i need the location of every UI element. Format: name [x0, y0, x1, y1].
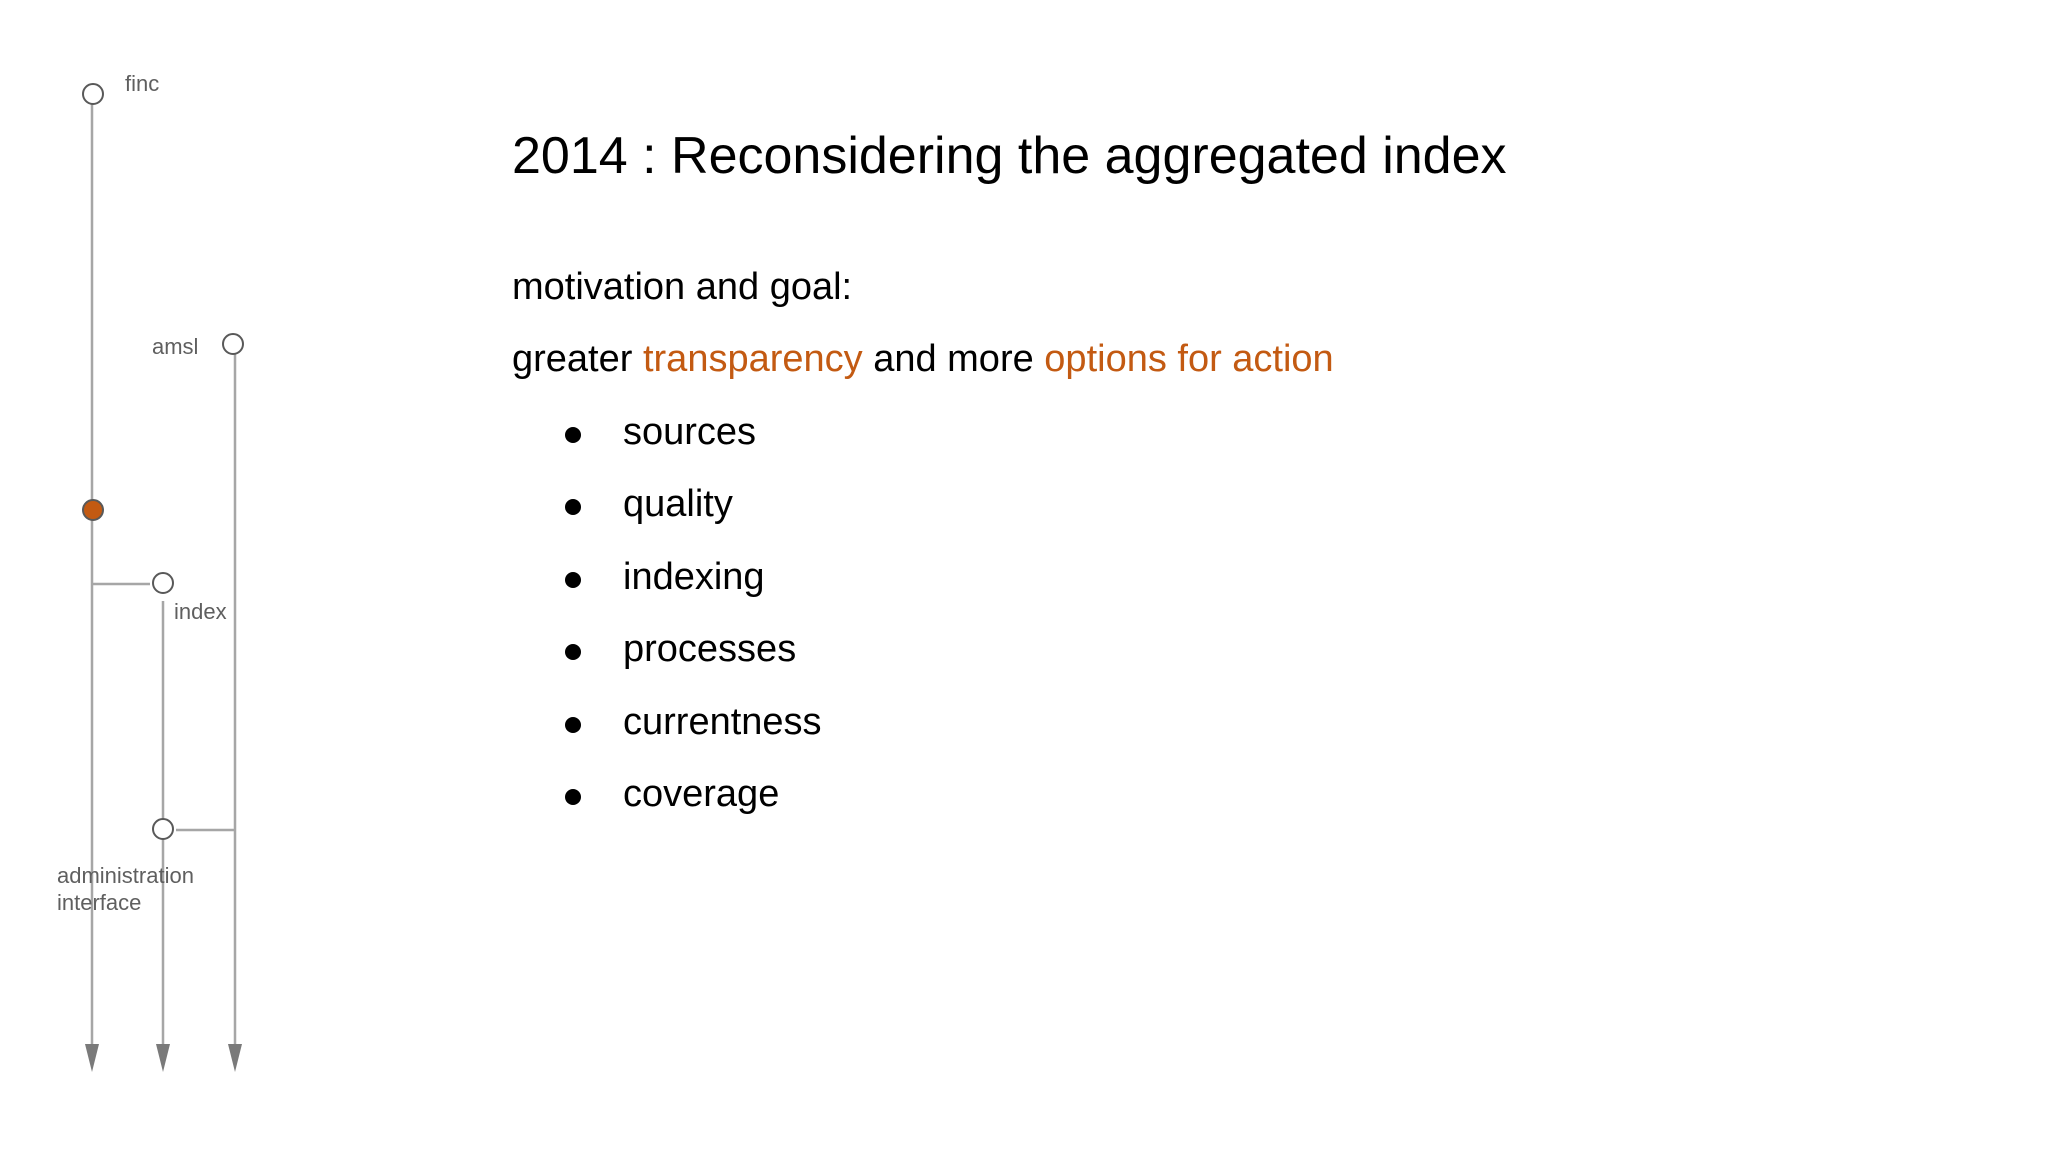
amsl-arrow-head — [228, 1044, 242, 1072]
bullet-icon — [565, 644, 581, 660]
goal-text-part1: greater — [512, 338, 643, 380]
finc-label: finc — [125, 71, 160, 96]
bullet-text: currentness — [623, 700, 822, 743]
branch-timeline-diagram — [0, 0, 300, 1152]
list-item — [565, 483, 822, 555]
bullet-text: sources — [623, 411, 757, 453]
highlight-transparency: transparency — [642, 338, 863, 380]
bullet-icon — [565, 717, 581, 733]
list-item — [565, 628, 822, 700]
admin-label-line2: interface — [57, 890, 142, 915]
amsl-label: amsl — [152, 334, 199, 359]
list-item — [565, 556, 822, 628]
motivation-heading: motivation and goal: — [512, 266, 853, 308]
current-position-node — [83, 500, 103, 520]
finc-start-node — [83, 84, 103, 104]
index-arrow-head — [156, 1044, 170, 1072]
admin-interface-node — [153, 819, 173, 839]
bullet-icon — [565, 789, 581, 805]
bullet-icon — [565, 499, 581, 515]
list-item — [565, 701, 822, 773]
amsl-start-node — [223, 334, 243, 354]
admin-label-line1: administration — [57, 863, 194, 888]
goal-statement — [512, 338, 1334, 381]
slide-title: 2014 : Reconsidering the aggregated index — [512, 127, 1507, 185]
bullet-text: processes — [623, 628, 797, 671]
bullet-icon — [565, 427, 581, 443]
index-start-node — [153, 573, 173, 593]
bullet-text: coverage — [623, 772, 780, 815]
bullet-text: quality — [623, 483, 733, 526]
list-item — [565, 411, 822, 483]
bullet-text: indexing — [623, 555, 765, 598]
highlight-options-for-action: options for action — [1044, 338, 1334, 380]
list-item — [565, 773, 822, 845]
index-label: index — [174, 599, 227, 624]
finc-arrow-head — [85, 1044, 99, 1072]
goal-text-part2: and more — [862, 338, 1045, 380]
bullet-icon — [565, 572, 581, 588]
goal-bullet-list — [565, 411, 822, 845]
